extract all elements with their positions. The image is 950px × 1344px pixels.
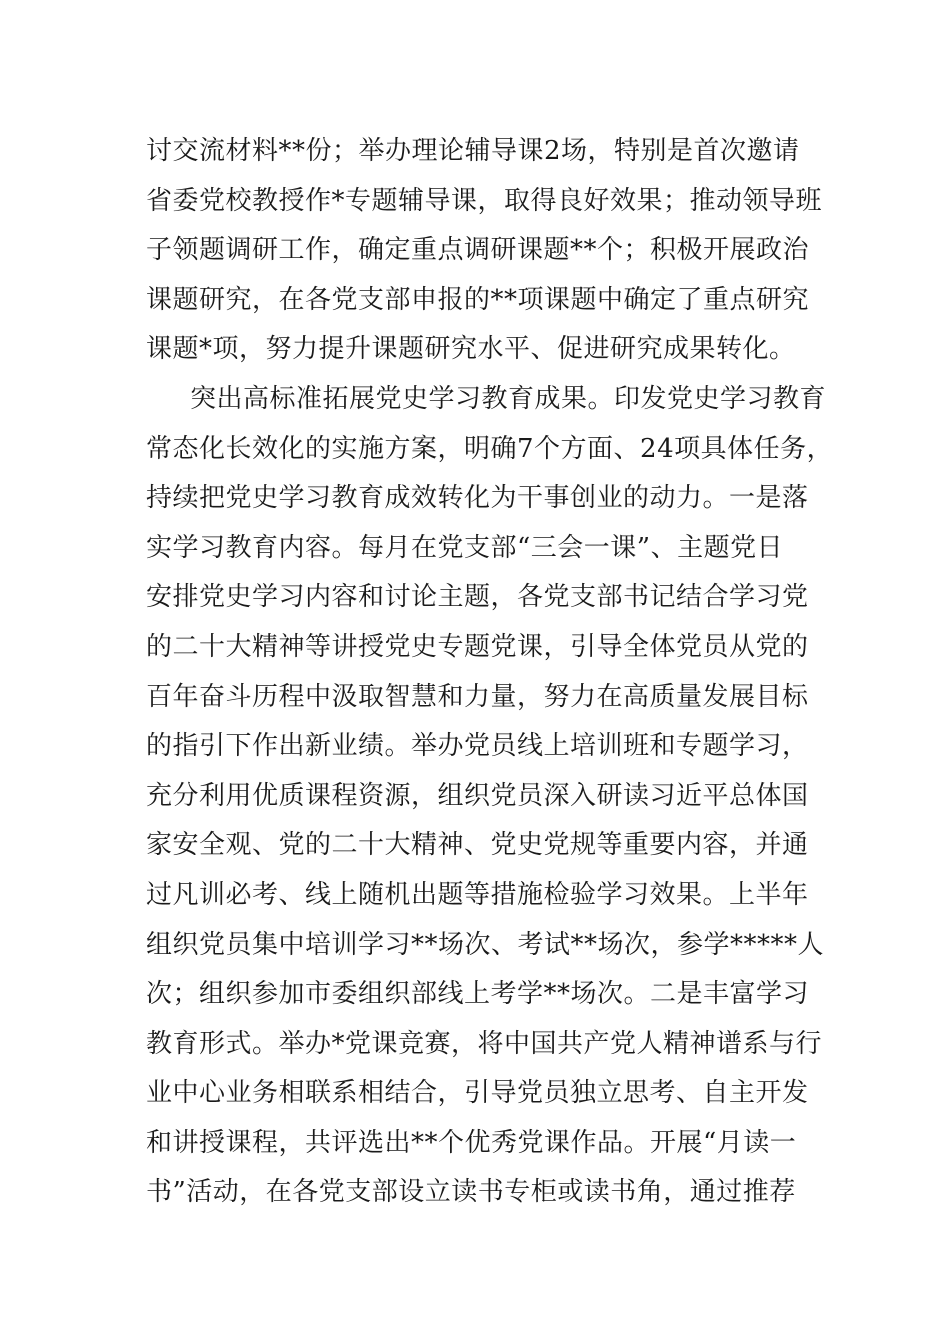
text-line: 的二十大精神等讲授党史专题党课，引导全体党员从党的 — [146, 631, 809, 662]
body-text — [146, 127, 834, 1218]
text-line: 省委党校教授作*专题辅导课，取得良好效果；推动领导班 — [146, 185, 823, 216]
text-line: 家安全观、党的二十大精神、党史党规等重要内容，并通 — [146, 830, 809, 861]
text-line: 和讲授课程，共评选出**个优秀党课作品。开展“月读一 — [146, 1127, 797, 1158]
text-line: 实学习教育内容。每月在党支部“三会一课”、主题党日 — [146, 532, 784, 563]
text-line: 过凡训必考、线上随机出题等措施检验学习效果。上半年 — [146, 879, 809, 910]
text-line: 书”活动，在各党支部设立读书专柜或读书角，通过推荐 — [146, 1177, 796, 1208]
text-line: 教育形式。举办*党课竞赛，将中国共产党人精神谱系与行 — [146, 1028, 823, 1059]
text-line: 持续把党史学习教育成效转化为干事创业的动力。一是落 — [146, 483, 809, 514]
text-line: 的指引下作出新业绩。举办党员线上培训班和专题学习， — [146, 731, 809, 762]
text-line: 课题研究，在各党支部申报的**项课题中确定了重点研究 — [146, 284, 810, 315]
text-line: 课题*项，努力提升课题研究水平、促进研究成果转化。 — [146, 334, 796, 365]
text-line: 组织党员集中培训学习**场次、考试**场次，参学*****人 — [146, 929, 825, 960]
text-line: 安排党史学习内容和讨论主题，各党支部书记结合学习党 — [146, 582, 809, 613]
text-line: 充分利用优质课程资源，组织党员深入研读习近平总体国 — [146, 780, 809, 811]
text-line: 业中心业务相联系相结合，引导党员独立思考、自主开发 — [146, 1078, 809, 1109]
text-line: 讨交流材料**份；举办理论辅导课2场，特别是首次邀请 — [146, 136, 800, 166]
text-line: 常态化长效化的实施方案，明确7个方面、24项具体任务， — [146, 433, 834, 464]
paragraph-start-line: 突出高标准拓展党史学习教育成果。印发党史学习教育 — [190, 383, 827, 414]
text-line: 百年奋斗历程中汲取智慧和力量，努力在高质量发展目标 — [146, 681, 809, 712]
text-line: 子领题调研工作，确定重点调研课题**个；积极开展政治 — [146, 235, 810, 266]
text-line: 次；组织参加市委组织部线上考学**场次。二是丰富学习 — [146, 979, 810, 1010]
